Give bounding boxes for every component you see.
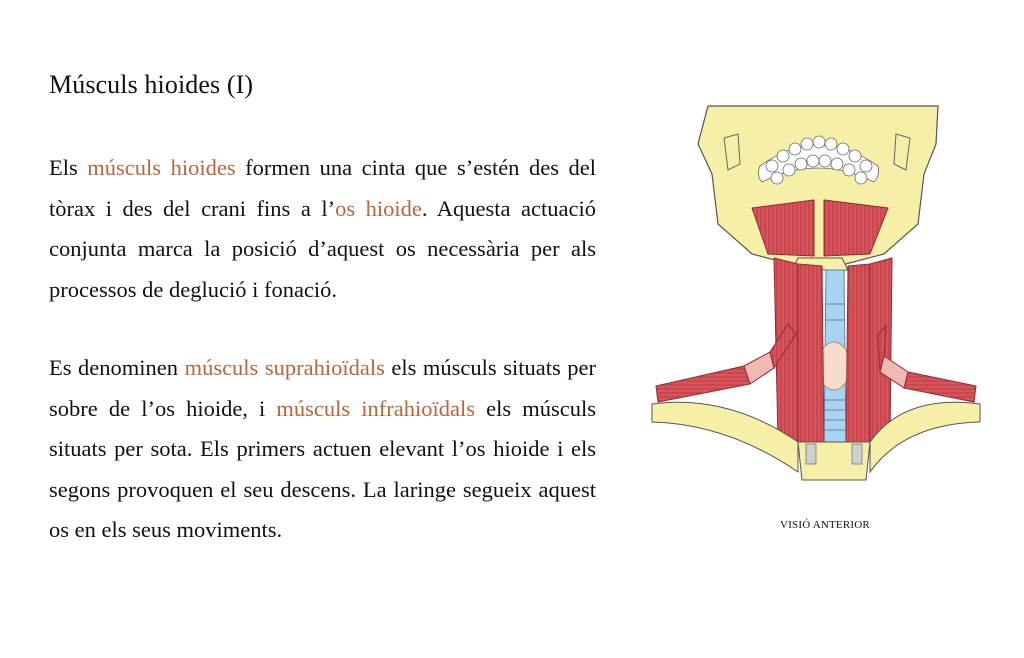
text-run: . Aquesta actuació conjunta marca la posició d’aquest os necessària per als processos de deglució i fonació. bbox=[49, 195, 597, 302]
term-musculs-hioides: músculs hioides bbox=[87, 155, 236, 180]
clavicle-left bbox=[652, 402, 798, 472]
omohyoid-muscle-right bbox=[904, 372, 976, 402]
text-run: els músculs situats per sobre de l’os hioide, i bbox=[49, 355, 596, 421]
text-run: els músculs situats per sota. Els primers actuen elevant l’os hioide i els segons provoquen el seu descens. La laringe segueix aquest os en els seus moviments. bbox=[49, 395, 596, 542]
term-os-hioide: os hioide bbox=[335, 195, 422, 221]
infrahyoid-muscle-right bbox=[846, 264, 870, 444]
omohyoid-muscle-left bbox=[656, 366, 750, 402]
hyoid-muscles-illustration bbox=[648, 104, 984, 484]
figure-caption: VISIÓ ANTERIOR bbox=[780, 519, 870, 531]
page-title: Músculs hioides (I) bbox=[49, 70, 254, 99]
term-musculs-suprahioidals: músculs suprahioïdals bbox=[184, 355, 385, 380]
paragraph-intro bbox=[49, 148, 596, 310]
term-musculs-infrahioidals: músculs infrahioïdals bbox=[276, 395, 476, 421]
text-run: formen una cinta que s’estén des del tòrax i des del crani fins a l’ bbox=[49, 155, 596, 221]
omohyoid-tendon-left bbox=[744, 352, 774, 384]
paragraph-classification bbox=[49, 348, 596, 551]
infrahyoid-muscle-left bbox=[798, 264, 824, 444]
text-run: Es denominen bbox=[49, 355, 185, 380]
text-run: Els bbox=[49, 155, 88, 180]
mandible-bone bbox=[698, 106, 938, 266]
